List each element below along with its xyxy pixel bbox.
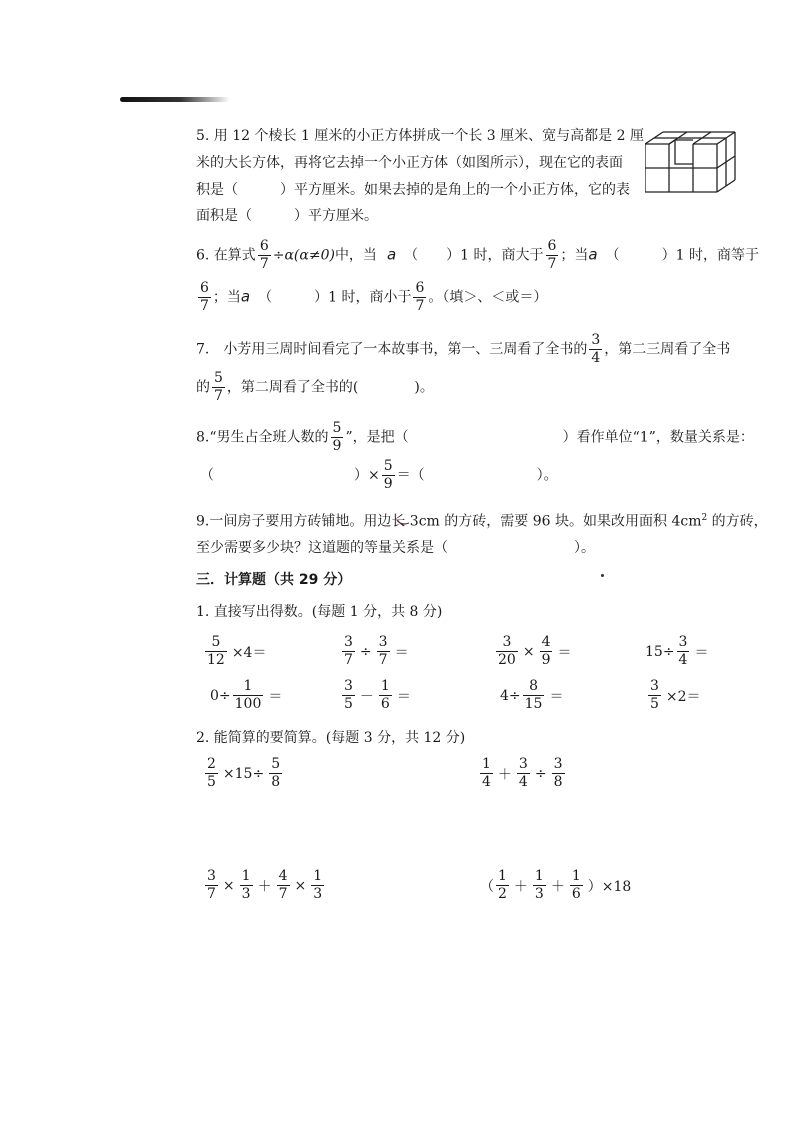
- q8-fraction-1: $\frac{5}{9}$: [332, 420, 342, 454]
- q9-line1: 9.一间房子要用方砖铺地。用边长 3cm 的方砖，需要 96 块。如果改用面积 $4cm^2$ 的方砖，: [196, 513, 768, 530]
- calc1-a: $\frac{5}{12}$ ×4＝: [207, 634, 267, 668]
- pen-mark-icon: [396, 517, 410, 527]
- cuboid-figure: [645, 130, 741, 196]
- q6-line2: $\frac{6}{7}$ ；当a （ ）1 时，商小于 $\frac{6}{7}$ 。（填＞、＜或＝）: [200, 280, 548, 314]
- calc2-b: $\frac{1}{4}$ ＋ $\frac{3}{4}$ ÷ $\frac{3}{8}$: [482, 756, 563, 790]
- calc1-h: $\frac{3}{5}$ ×2＝: [650, 678, 701, 712]
- q7-fraction-1: $\frac{3}{4}$: [591, 332, 601, 366]
- q5-line1: 5. 用 12 个棱长 1 厘米的小正方体拼成一个长 3 厘米、宽与高都是 2 厘: [196, 128, 644, 144]
- q5-line2: 米的大长方体，再将它去掉一个小正方体（如图所示），现在它的表面: [196, 155, 623, 171]
- scan-dot: [601, 574, 604, 577]
- calc2-c: $\frac{3}{7}$ × $\frac{1}{3}$ ＋ $\frac{4}{7}$ × $\frac{1}{3}$: [207, 868, 323, 902]
- q6-fraction-1: $\frac{6}{7}$: [259, 238, 269, 272]
- section-3-sub1: 1. 直接写出得数。(每题 1 分，共 8 分): [196, 604, 443, 620]
- calc1-e: 0÷ $\frac{1}{100}$ ＝: [210, 678, 283, 712]
- scan-artifact-stroke: [120, 97, 230, 102]
- q6-variable: a: [386, 245, 397, 264]
- q7-line2: 的 $\frac{5}{7}$ ，第二周看了全书的( )。: [196, 370, 434, 404]
- q6-expression: ÷α(α≠0): [272, 247, 335, 264]
- q7-line1: 7. 小芳用三周时间看完了一本故事书，第一、三周看了全书的 $\frac{3}{4}$ ，第二三周看了全书: [196, 332, 731, 366]
- calc1-g: 4÷ $\frac{8}{15}$ ＝: [500, 678, 564, 712]
- q6-fraction-2: $\frac{6}{7}$: [547, 238, 557, 272]
- q6-fraction-4: $\frac{6}{7}$: [415, 280, 425, 314]
- calc1-d: 15÷ $\frac{3}{4}$ ＝: [645, 634, 709, 668]
- section-3-sub2: 2. 能简算的要简算。(每题 3 分，共 12 分): [196, 730, 466, 746]
- q6-fraction-3: $\frac{6}{7}$: [200, 280, 209, 314]
- q6-prefix: 6. 在算式: [196, 247, 256, 264]
- q5-line3: 积是（ ）平方厘米。如果去掉的是角上的一个小正方体，它的表: [196, 182, 630, 198]
- calc1-f: $\frac{3}{5}$ － $\frac{1}{6}$ ＝: [344, 678, 411, 712]
- q6-line1: 6. 在算式 $\frac{6}{7}$ ÷α(α≠0)中，当 a （ ）1 时，商大于 $\frac{6}{7}$ ；当a （ ）1 时，商等于: [196, 238, 759, 272]
- q8-fraction-2: $\frac{5}{9}$: [383, 458, 393, 492]
- q8-line2: （ ）× $\frac{5}{9}$ ＝（ ）。: [200, 458, 558, 492]
- q5-line4: 面积是（ ）平方厘米。: [196, 208, 378, 224]
- section-3-title: 三．计算题（共 29 分）: [196, 572, 352, 588]
- calc2-d: （ $\frac{1}{2}$ ＋ $\frac{1}{3}$ ＋ $\frac{1}{6}$ ）×18: [480, 868, 632, 902]
- calc1-b: $\frac{3}{7}$ ÷ $\frac{3}{7}$ ＝: [344, 634, 409, 668]
- q9-line2: 至少需要多少块？这道题的等量关系是（ ）。: [196, 540, 595, 556]
- calc2-a: $\frac{2}{5}$ ×15÷ $\frac{5}{8}$: [207, 756, 281, 790]
- q7-fraction-2: $\frac{5}{7}$: [214, 370, 223, 404]
- q8-line1: 8.“男生占全班人数的 $\frac{5}{9}$ ”，是把（ ）看作单位“1”，数量关系是：: [196, 420, 754, 454]
- calc1-c: $\frac{3}{20}$ × $\frac{4}{9}$ ＝: [498, 634, 572, 668]
